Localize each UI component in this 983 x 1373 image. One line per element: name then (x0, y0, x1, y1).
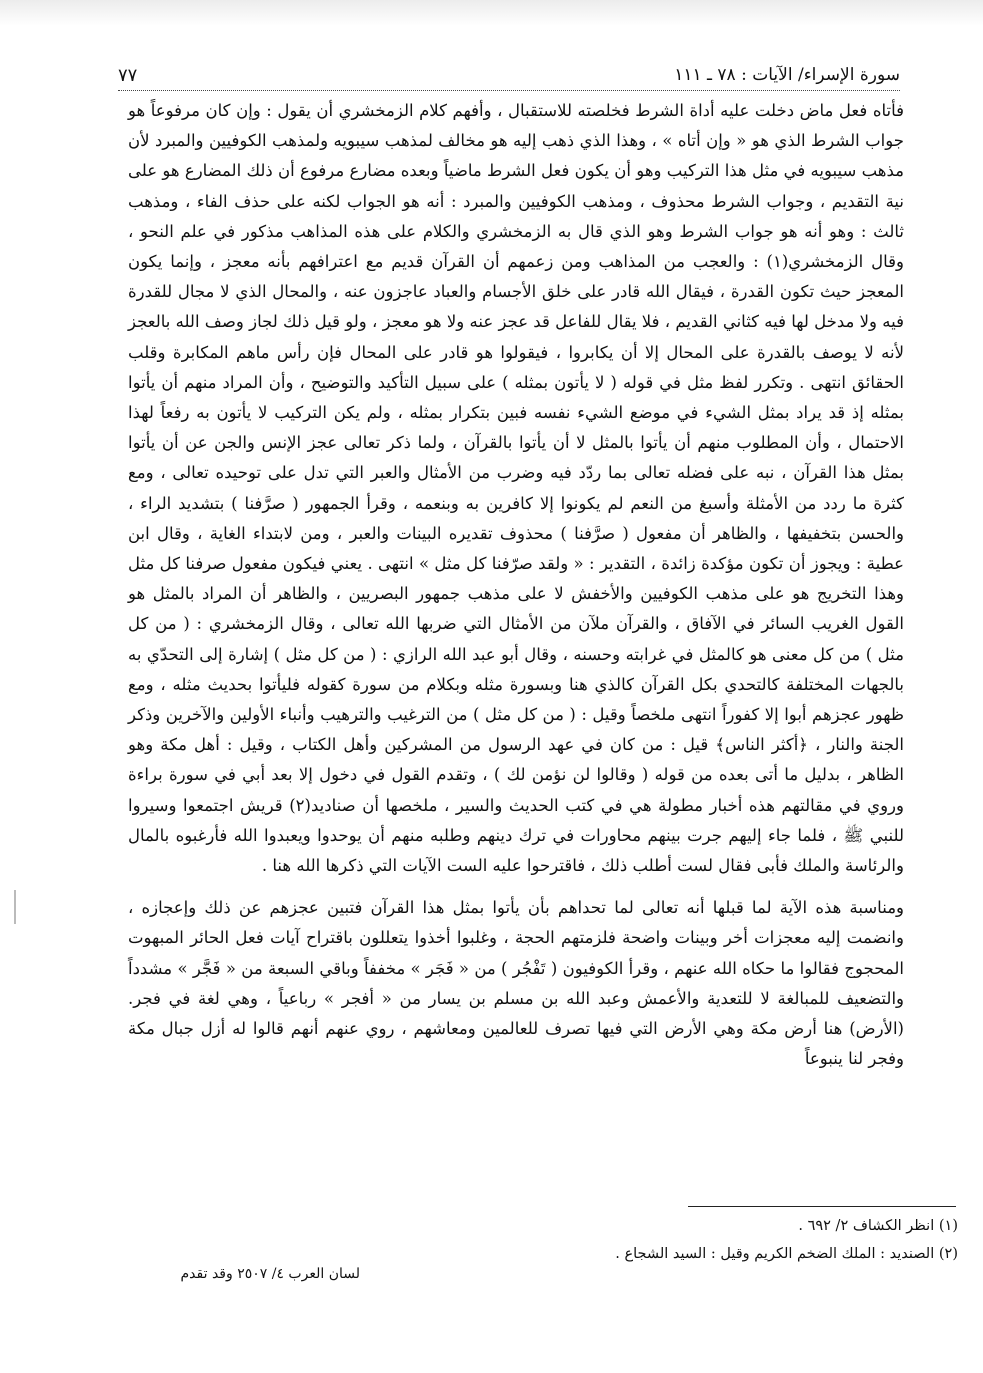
paragraph-2: ومناسبة هذه الآية لما قبلها أنه تعالى لما تحداهم بأن يأتوا بمثل هذا القرآن فتبين عجزهم عن ذلك وإعجازه ، وانضمت إليه معجزات أخر وبينات واضحة فلزمتهم الحجة ، وغلبوا أخذوا يتعللون باقتراح آيات فعل الحائر المبهوت المحجوج فقالوا ما حكاه الله عنهم ، وقرأ الكوفيون ( تَفْجُر ) من « فَجَر » مخففاً وباقي السبعة من « فَجَّر » مشدداً والتضعيف للمبالغة لا للتعدية والأعمش وعبد الله بن مسلم بن يسار من « أفجر » رباعياً ، وهي لغة في فجر. (الأرض) هنا أرض مكة وهي الأرض التي فيها تصرف للعالمين ومعاشهم ، روي عنهم أنهم قالوا له أزل جبال مكة وفجر لنا ينبوعاً (128, 898, 904, 1069)
footnotes (250, 1212, 958, 1268)
footnote-separator (688, 1206, 956, 1207)
page-number: ٧٧ (118, 64, 138, 86)
footnote-2: (٢) الصنديد : الملك الضخم الكريم وقيل : السيد الشجاع . (615, 1246, 958, 1262)
paragraph-1: فأتاه فعل ماض دخلت عليه أداة الشرط فخلصته للاستقبال ، وأفهم كلام الزمخشري أن يقول : وإن كان مرفوعاً هو جواب الشرط الذي هو « وإن أتاه » ، وهذا الذي ذهب إليه هو مخالف لمذهب سيبويه ولمذهب الكوفيين والمبرد لأن مذهب سيبويه في مثل هذا التركيب وهو أن يكون فعل الشرط ماضياً وبعده مضارع مرفوع أن ذلك المضارع هو على نية التقديم ، وجواب الشرط محذوف ، ومذهب الكوفيين والمبرد : أنه هو الجواب لكنه على حذف الفاء ، ومذهب ثالث : وهو أنه هو جواب الشرط وهو الذي قال به الزمخشري والكلام على هذه المذاهب مذكور في علم النحو ، وقال الزمخشري(١) : والعجب من المذاهب ومن زعمهم أن القرآن قديم مع اعترافهم بأنه معجز ، وإنما يكون المعجز حيث تكون القدرة ، فيقال الله قادر على خلق الأجسام والعباد عاجزون عنه ، والمحال الذي لا مجال للقدرة فيه ولا مدخل لها فيه كثاني القديم ، فلا يقال للفاعل قد عجز عنه ولا هو معجز ، ولو قيل ذلك لجاز وصف الله بالعجز لأنه لا يوصف بالقدرة على المحال إلا أن يكابروا ، فيقولوا هو قادر على المحال فإن رأس ماهم المكابرة وقلب الحقائق انتهى . وتكرر لفظ مثل في قوله ( لا يأتون بمثله ) على سبيل التأكيد والتوضيح ، وأن المراد منهم أن يأتوا بمثله إذ قد يراد بمثل الشيء في موضع الشيء نفسه فبين بتكرار بمثله ، ولم يكن التركيب لا يأتون به رفعاً لهذا الاحتمال ، وأن المطلوب منهم أن يأتوا بالمثل لا أن يأتوا بالقرآن ، ولما ذكر تعالى عجز الإنس والجن عن أن يأتوا بمثل هذا القرآن ، نبه على فضله تعالى بما ردّد فيه وضرب من الأمثال والعبر التي تدل على توحيده تعالى ، ومع كثرة ما ردد من الأمثلة وأسبغ من النعم لم يكونوا إلا كافرين به وبنعمه ، وقرأ الجمهور ( صرَّفنا ) بتشديد الراء ، والحسن بتخفيفها ، والظاهر أن مفعول ( صرَّفنا ) محذوف تقديره البينات والعبر ، ومن لابتداء الغاية ، وقال ابن عطية : ويجوز أن تكون مؤكدة زائدة ، التقدير : « ولقد صرّفنا كل مثل » انتهى . يعني فيكون مفعول صرفنا كل مثل وهذا التخريج هو على مذهب الكوفيين والأخفش لا على مذهب جمهور البصريين ، والظاهر أن المراد بالمثل هو القول الغريب السائر في الآفاق ، والقرآن ملآن من الأمثال التي ضربها الله تعالى ، وقال الزمخشري : ( من كل مثل ) من كل معنى هو كالمثل في غرابته وحسنه ، وقال أبو عبد الله الرازي : ( من كل مثل ) إشارة إلى التحدّي به بالجهات المختلفة كالتحدي بكل القرآن كالذي هنا وبسورة مثله وبكلام من سورة كقوله فليأتوا بحديث مثله ، ومع ظهور عجزهم أبوا إلا كفوراً انتهى ملخصاً وقيل : ( من كل مثل ) من الترغيب والترهيب وأنباء الأولين والآخرين وذكر الجنة والنار ، ﴿أكثر الناس﴾ قيل : من كان في عهد الرسول من المشركين وأهل الكتاب ، وقيل : أهل مكة وهو الظاهر ، بدليل ما أتى بعده من قوله ( وقالوا لن نؤمن لك ) ، وتقدم القول في دخول إلا بعد أبي في سورة براءة وروي في مقالتهم هذه أخبار مطولة هي في كتب الحديث والسير ، ملخصها أن صناديد(٢) قريش اجتمعوا وسيروا للنبي ﷺ ، فلما جاء إليهم جرت بينهم محاورات في ترك دينهم وطلبه منهم أن يوحدوا ويعبدوا الله فأرغبوه بالمال والرئاسة والملك فأبى فقال لست أطلب ذلك ، فاقترحوا عليه الست الآيات التي ذكرها الله هنا . (128, 101, 904, 876)
footnote-1: (١) انظر الكشاف ٢/ ٦٩٢ . (798, 1218, 958, 1234)
scan-margin-mark (14, 890, 16, 924)
main-text (128, 96, 904, 1075)
scan-edge-shadow (0, 0, 983, 26)
margin-note: لسان العرب ٤/ ٢٥٠٧ وقد تقدم (180, 1266, 360, 1282)
running-header (118, 60, 900, 91)
header-title: سورة الإسراء/ الآيات : ٧٨ ـ ١١١ (674, 65, 900, 85)
